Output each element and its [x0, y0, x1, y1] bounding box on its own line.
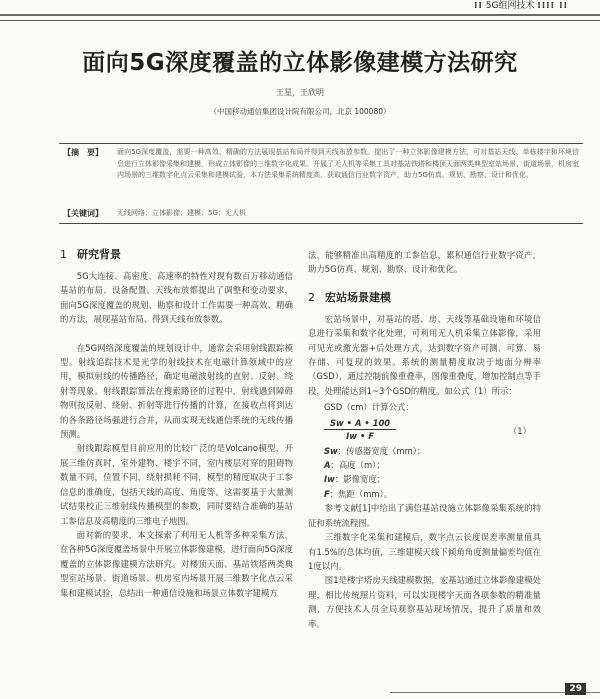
var-symbol: F	[324, 488, 330, 499]
abstract-box	[59, 143, 583, 224]
formula-numerator: Sw • A • 100	[324, 417, 396, 430]
section-2-heading	[308, 291, 541, 305]
section-1-paragraph-4: 面对新的要求，本文探索了利用无人机等多种采集方法，在各种5G深度覆盖场景中开展立体影像建模，进行面向5G深度覆盖的立体影像建模方法研究。对楼顶天面、基站铁塔两类典型室站场景、街道场景、机房室内场景开展三维数字化点云采集和建模试验，总结出一种通信设施和场景立体数字建模方	[60, 529, 294, 598]
section-2-paragraph-3: 三维数字化采集和建模后，数字点云长度误差率测量值具有1.5%的总体均值，三维建模天线下倾角角度测量偏差均值在1度以内。	[308, 532, 541, 571]
var-line	[324, 458, 541, 472]
abstract-text: 面向5G深度覆盖，需要一种高效、精确的方法展现基站布局并得到天线布放参数。提出了一种立体影像建模方法，可对基站天线、单栋楼宇和环境信息进行立体影像采集和建模，形成立体影像的三维数字化成果。开展了无人机等采集工具对基站铁塔和楼顶天面两类典型室站场景、街道场景，机房室内场景的三维数字化点云采集和建模试验，本方法采集系统精度高，获取通信行业数字资产，助力5G仿真、规划、勘察、设计和优化。	[117, 148, 579, 179]
var-desc: ：影像宽度；	[334, 474, 386, 485]
keywords-label: 【关键词】	[63, 209, 103, 218]
page-number: 29	[565, 683, 586, 695]
var-symbol: A	[324, 460, 331, 471]
section-tag	[472, 0, 570, 13]
abstract-label: 【摘 要】	[63, 148, 103, 157]
var-symbol: Iw	[324, 474, 335, 485]
var-line	[324, 444, 541, 458]
section-2-title: 宏站场景建模	[325, 290, 391, 304]
section-2-paragraph-1: 宏站场景中，对基站的塔、房、天线等基础设施和环境信息进行采集和数字化处理，可利用无人机采集立体影像，采用可见光或激光器+后处理方式，达到数字资产可测、可算、易存储、可复现的效果。系统的测量精度取决于地面分辨率（GSD），通过控制前像重叠率，图像重叠度，增加控制点等手段，处理能达到1~3个GSD的精度。如公式（1）所示：	[308, 313, 541, 396]
formula-number: （1）	[508, 426, 531, 437]
var-line	[324, 472, 541, 486]
var-desc: ：传感器宽度（mm）；	[337, 445, 426, 456]
formula-intro: GSD（cm）计算公式：	[324, 402, 414, 413]
var-desc: ：焦距（mm）。	[329, 488, 393, 499]
section-2-paragraph-4: 图1是楼宇塔房天线建模数据，宏基站通过立体影像建模处理，相比传统照片资料，可以实现楼宇天面各项参数的精准量测，方便技术人员全局观察基站现场情况，提升了质量和效率。	[308, 575, 541, 629]
section-1-paragraph-3: 射线跟踪模型目前应用的比较广泛的是Volcano模型，开展三维仿真时，室外建物、楼宇不同，室内楼层对穿的阻碍物数量不同，位置不同，绕射损耗不同，模型的精度取决于工参信息的准确度，包括天线的高度、角度等。这需要基于大量测试结果校正三维射线传播模型的参数，同时要结合准确的基站工参信息及高精度的三维电子地图。	[60, 443, 293, 526]
header-rule	[0, 14, 600, 16]
section-1-title: 研究背景	[77, 248, 121, 261]
var-desc: ：高度（m）；	[330, 460, 385, 471]
continued-paragraph: 法，能够精准出高精度的工参信息，累积通信行业数字资产，助力5G仿真、规划、勘察、设计和优化。	[308, 250, 541, 275]
section-1-paragraph-1: 5G大连接、高密度、高速率的特性对现有数百万移动通信基站的布局、设备配置、天线布放都提出了调整和变动要求，面向5G深度覆盖的规划、勘察和设计工作需要一种高效、精确的方法，展现基站布局、得到天线布放参数。	[60, 271, 293, 325]
authors: 王星，王欣明	[276, 88, 324, 97]
paper-title: 面向5G深度覆盖的立体影像建模方法研究	[82, 50, 518, 76]
formula-denominator: Iw • F	[346, 430, 374, 441]
section-1-heading	[60, 248, 293, 262]
section-1-number: 1	[60, 248, 67, 261]
formula-fraction	[324, 417, 396, 442]
section-marks-right: ⁞⁞⁞⁞ ⁞⁞	[537, 1, 568, 11]
var-symbol: Sw	[324, 445, 338, 456]
keywords-text: 无线网络；立体影像；建模；5G；无人机	[117, 209, 246, 217]
right-column	[308, 248, 541, 631]
header-band	[0, 0, 600, 21]
section-2-number: 2	[308, 290, 315, 304]
gsd-formula	[324, 400, 541, 443]
var-line	[324, 487, 541, 501]
affiliation: （中国移动通信集团设计院有限公司，北京 100080）	[209, 107, 391, 116]
section-marks-left: ⁞⁞	[474, 1, 483, 11]
section-1-paragraph-2: 在5G网络深度覆盖的规划设计中，通常会采用射线跟踪模型。射线追踪技术是光学的射线技术在电磁计算领域中的应用，模拟射线的传播路径，确定电磁波射线的直射、反射、绕射等现象。射线跟踪算法在搜索路径的过程中，射线遇到障碍物则按反射、绕射、折射等进行传播的计算，在接收点将到达的各条路径场强进行合并，从而实现无线通信系统的无线传播预测。	[60, 342, 293, 440]
left-column	[60, 248, 293, 600]
section-label: 5G组网技术	[485, 1, 535, 11]
section-2-paragraph-2: 参考文献[1]中给出了满信基站设施立体影像采集系统的特征和系统流程图。	[308, 503, 541, 528]
